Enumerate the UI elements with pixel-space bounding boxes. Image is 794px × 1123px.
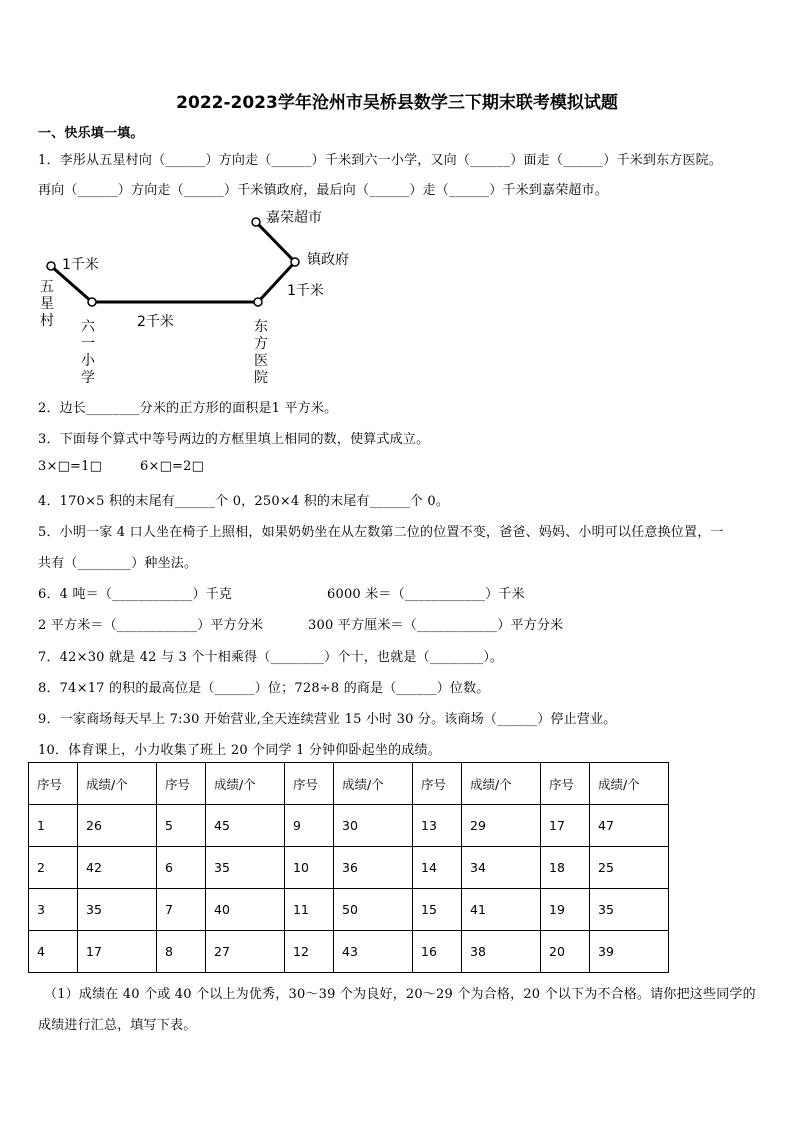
table-cell: 17: [541, 805, 590, 847]
table-cell: 7: [157, 889, 206, 931]
table-cell: 12: [285, 931, 334, 973]
table-cell: 11: [285, 889, 334, 931]
question-2: 2．边长________分米的正方形的面积是1 平方米。: [38, 401, 338, 416]
question-3-equation-1: 3×□=1□: [38, 459, 103, 474]
table-cell: 41: [462, 889, 541, 931]
table-cell: 9: [285, 805, 334, 847]
table-row: [29, 847, 669, 889]
label-dongfang-1: 东: [254, 319, 268, 335]
table-header-row: [29, 763, 669, 805]
table-cell: 42: [78, 847, 157, 889]
table-row: [29, 889, 669, 931]
question-6-part-d: 300 平方厘米＝（____________）平方分米: [308, 618, 564, 633]
table-cell: 43: [334, 931, 413, 973]
question-10-sub-1-line-1: （1）成绩在 40 个或 40 个以上为优秀，30～39 个为良好，20～29 个为合格，20 个以下为不合格。请你把这些同学的: [44, 987, 756, 1002]
label-dongfang-4: 院: [254, 370, 268, 385]
label-wuxing-3: 村: [40, 313, 54, 329]
table-cell: 5: [157, 805, 206, 847]
table-header-cell: 序号: [157, 763, 206, 805]
question-6-part-c: 2 平方米＝（____________）平方分米: [38, 618, 264, 633]
section-heading: 一、快乐填一填。: [38, 126, 144, 141]
question-5-line-1: 5．小明一家 4 口人坐在椅子上照相，如果奶奶坐在从左数第二位的位置不变，爸爸、妈妈、小明可以任意换位置，一: [38, 525, 724, 540]
table-cell: 25: [590, 847, 669, 889]
table-cell: 34: [462, 847, 541, 889]
table-header-cell: 成绩/个: [590, 763, 669, 805]
question-8: 8．74×17 的积的最高位是（______）位；728÷8 的商是（______）位数。: [38, 681, 490, 696]
question-5-line-2: 共有（________）种坐法。: [38, 556, 198, 571]
route-diagram: [30, 205, 370, 385]
table-cell: 19: [541, 889, 590, 931]
point-zhenzhengfu: [291, 258, 299, 266]
table-cell: 38: [462, 931, 541, 973]
distance-label-2: 2千米: [137, 314, 174, 330]
table-header-cell: 成绩/个: [78, 763, 157, 805]
page-title: 2022-2023学年沧州市吴桥县数学三下期末联考模拟试题: [176, 93, 618, 113]
label-liuyi-4: 学: [81, 370, 95, 385]
table-cell: 15: [413, 889, 462, 931]
table-cell: 17: [78, 931, 157, 973]
table-cell: 13: [413, 805, 462, 847]
label-liuyi-3: 小: [81, 353, 95, 369]
table-cell: 47: [590, 805, 669, 847]
table-header-cell: 序号: [29, 763, 78, 805]
question-10: 10．体育课上，小力收集了班上 20 个同学 1 分钟仰卧起坐的成绩。: [38, 743, 441, 758]
table-header-cell: 成绩/个: [206, 763, 285, 805]
table-cell: 2: [29, 847, 78, 889]
table-cell: 35: [590, 889, 669, 931]
table-cell: 4: [29, 931, 78, 973]
label-jiarong: 嘉荣超市: [266, 210, 322, 226]
table-cell: 29: [462, 805, 541, 847]
table-cell: 35: [78, 889, 157, 931]
table-cell: 8: [157, 931, 206, 973]
distance-label-3: 1千米: [287, 283, 324, 299]
table-header-cell: 序号: [413, 763, 462, 805]
question-7: 7．42×30 就是 42 与 3 个十相乘得（________）个十，也就是（________）。: [38, 650, 504, 665]
label-dongfang-2: 方: [254, 336, 268, 352]
label-wuxing-1: 五: [40, 279, 54, 295]
question-6-part-a: 6．4 吨＝（____________）千克: [38, 587, 233, 602]
label-liuyi-1: 六: [81, 319, 95, 335]
label-zhenzhengfu: 镇政府: [307, 252, 349, 268]
table-header-cell: 成绩/个: [462, 763, 541, 805]
table-cell: 39: [590, 931, 669, 973]
point-wuxing: [47, 262, 55, 270]
table-cell: 30: [334, 805, 413, 847]
table-header-cell: 序号: [285, 763, 334, 805]
table-cell: 18: [541, 847, 590, 889]
table-cell: 1: [29, 805, 78, 847]
table-cell: 3: [29, 889, 78, 931]
table-cell: 40: [206, 889, 285, 931]
distance-label-1: 1千米: [62, 257, 99, 273]
table-cell: 50: [334, 889, 413, 931]
table-cell: 26: [78, 805, 157, 847]
table-cell: 14: [413, 847, 462, 889]
point-liuyi: [88, 298, 96, 306]
table-cell: 36: [334, 847, 413, 889]
table-cell: 45: [206, 805, 285, 847]
table-cell: 27: [206, 931, 285, 973]
label-dongfang-3: 医: [254, 353, 268, 369]
label-liuyi-2: 一: [81, 336, 95, 352]
question-3-equation-2: 6×□=2□: [140, 459, 205, 474]
scores-table: [28, 762, 669, 973]
route-segment-zhenzhengfu-jiarong: [256, 222, 295, 262]
point-dongfang: [254, 298, 262, 306]
table-cell: 10: [285, 847, 334, 889]
table-cell: 35: [206, 847, 285, 889]
table-row: [29, 931, 669, 973]
question-3: 3．下面每个算式中等号两边的方框里填上相同的数，使算式成立。: [38, 432, 430, 447]
label-wuxing-2: 星: [40, 296, 54, 312]
table-row: [29, 805, 669, 847]
table-header-cell: 成绩/个: [334, 763, 413, 805]
question-9: 9．一家商场每天早上 7:30 开始营业,全天连续营业 15 小时 30 分。该商场（______）停止营业。: [38, 712, 617, 727]
question-1-line-2: 再向（______）方向走（______）千米镇政府，最后向（______）走（______）千米到嘉荣超市。: [38, 183, 609, 198]
question-1-line-1: 1．李彤从五星村向（______）方向走（______）千米到六一小学，又向（______）面走（______）千米到东方医院。: [38, 153, 723, 168]
table-cell: 16: [413, 931, 462, 973]
question-6-part-b: 6000 米＝（____________）千米: [327, 587, 525, 602]
table-cell: 6: [157, 847, 206, 889]
table-cell: 20: [541, 931, 590, 973]
table-header-cell: 序号: [541, 763, 590, 805]
question-4: 4．170×5 积的末尾有______个 0，250×4 积的末尾有______个 0。: [38, 494, 450, 509]
point-jiarong: [252, 218, 260, 226]
question-10-sub-1-line-2: 成绩进行汇总，填写下表。: [38, 1018, 197, 1033]
